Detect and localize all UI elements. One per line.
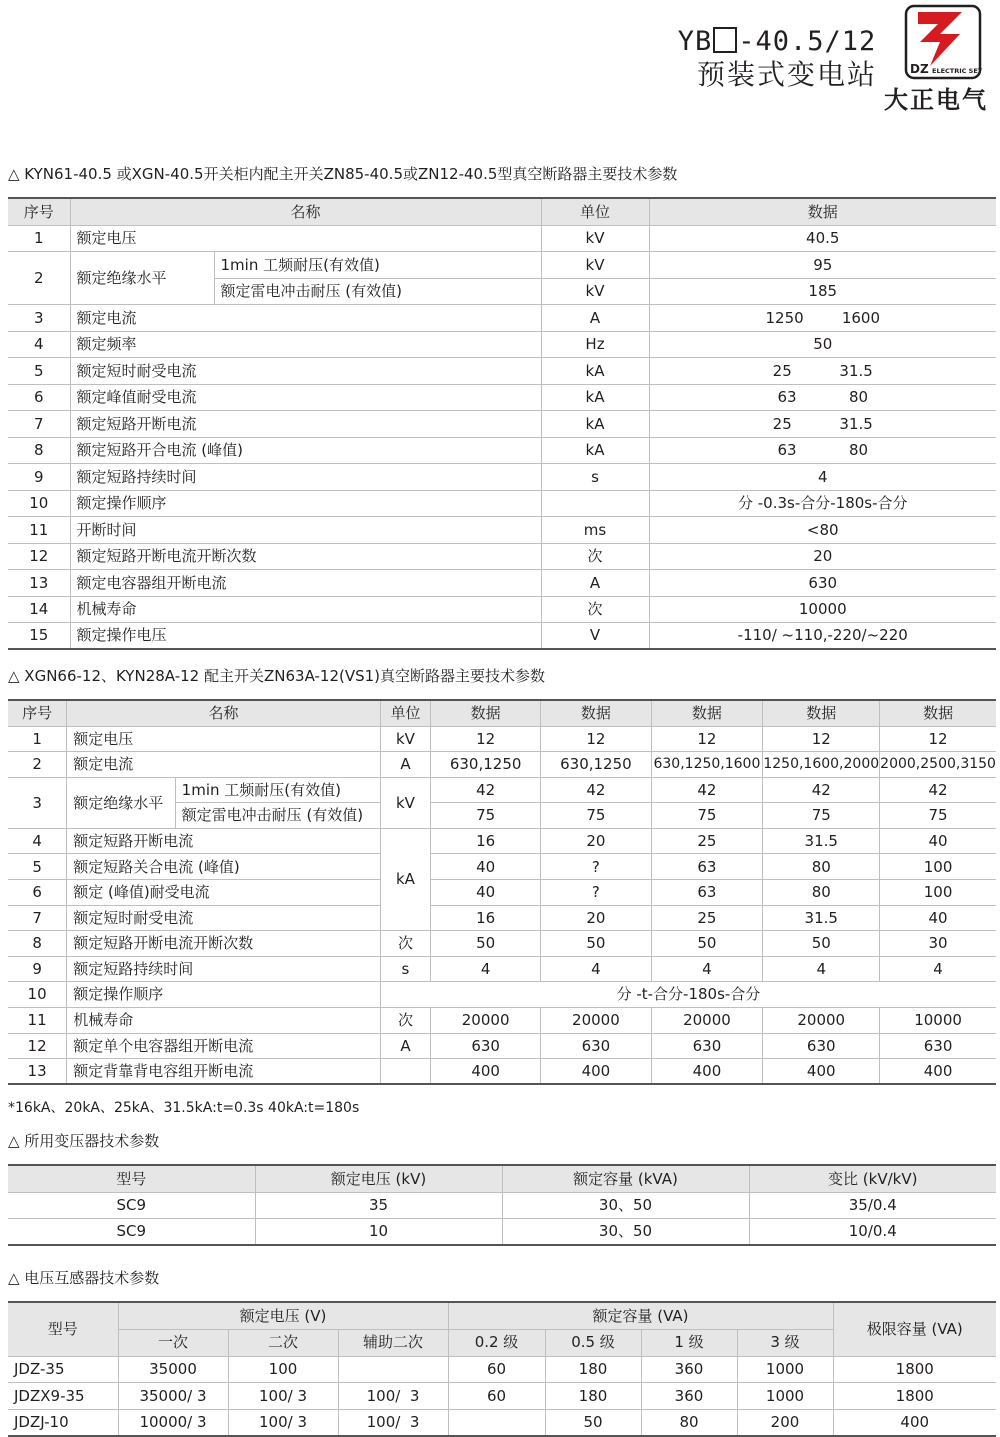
logo-sub: ELECTRIC SET (932, 67, 982, 75)
brand-name: 大正电气 (884, 86, 988, 114)
cell: 额定电流 (67, 752, 381, 778)
table-row (8, 1008, 996, 1034)
header-cell: 型号 (8, 1302, 118, 1356)
cell: 额定短路关合电流 (峰值) (67, 854, 381, 880)
cell: 3 (8, 305, 70, 332)
cell: kV (380, 726, 430, 752)
cell: 63 (651, 854, 763, 880)
table-row (8, 982, 996, 1008)
cell: 40.5 (649, 225, 996, 252)
table1-vacuum-breaker-40-5 (8, 197, 996, 650)
cell: 4 (880, 956, 996, 982)
cell: 15 (8, 623, 70, 650)
cell: kV (541, 252, 649, 279)
cell: 额定电压 (70, 225, 541, 252)
cell: 80 (641, 1409, 737, 1436)
cell: 400 (541, 1059, 651, 1085)
cell: A (380, 752, 430, 778)
cell: 50 (649, 331, 996, 358)
cell: 20 (541, 905, 651, 931)
cell: 400 (651, 1059, 763, 1085)
table2-vacuum-breaker-12 (8, 699, 996, 1085)
cell: 额定短路开断电流开断次数 (70, 543, 541, 570)
table2-title: △ XGN66-12、KYN28A-12 配主开关ZN63A-12(VS1)真空断路器主要技术参数 (8, 667, 546, 685)
header-cell: 型号 (8, 1165, 255, 1192)
table-row (8, 490, 996, 517)
header-cell: 额定容量 (kVA) (502, 1165, 749, 1192)
header-cell: 数据 (541, 700, 651, 726)
cell: 11 (8, 517, 70, 544)
cell: 额定电压 (67, 726, 381, 752)
cell: 50 (541, 931, 651, 957)
header-cell: 辅助二次 (338, 1329, 448, 1356)
cell: A (541, 570, 649, 597)
cell: 63 80 (649, 437, 996, 464)
cell: kV (541, 225, 649, 252)
table3-transformer (8, 1164, 996, 1246)
cell: 80 (763, 880, 880, 906)
cell: 100 (880, 880, 996, 906)
cell: 额定绝缘水平 (67, 777, 175, 828)
cell: 180 (545, 1383, 641, 1410)
cell: 4 (649, 464, 996, 491)
cell: 额定雷电冲击耐压 (有效值) (214, 278, 541, 305)
cell: ms (541, 517, 649, 544)
cell: 5 (8, 854, 67, 880)
table-row (8, 1059, 996, 1085)
cell: 400 (431, 1059, 541, 1085)
table-row (8, 464, 996, 491)
cell: kA (380, 828, 430, 930)
header-cell: 极限容量 (VA) (833, 1302, 996, 1356)
table2-footnote: *16kA、20kA、25kA、31.5kA:t=0.3s 40kA:t=180s (8, 1100, 360, 1116)
cell: 60 (448, 1383, 545, 1410)
cell: 360 (641, 1383, 737, 1410)
cell: Hz (541, 331, 649, 358)
table-row (8, 905, 996, 931)
cell: 10000 (649, 596, 996, 623)
cell: 20000 (651, 1008, 763, 1034)
table-row (8, 305, 996, 332)
header-cell: 数据 (763, 700, 880, 726)
cell: 75 (651, 803, 763, 829)
cell: 次 (380, 931, 430, 957)
cell: 630,1250 (541, 752, 651, 778)
cell: kA (541, 358, 649, 385)
table-row (8, 726, 996, 752)
header-cell: 数据 (880, 700, 996, 726)
cell: 630 (431, 1033, 541, 1059)
cell: 20000 (541, 1008, 651, 1034)
cell: 10 (8, 982, 67, 1008)
cell: 40 (431, 854, 541, 880)
cell: 8 (8, 931, 67, 957)
cell: 31.5 (763, 905, 880, 931)
cell: kA (541, 437, 649, 464)
cell: 75 (431, 803, 541, 829)
header-cell: 额定容量 (VA) (448, 1302, 833, 1329)
cell: 63 (651, 880, 763, 906)
cell: 额定操作顺序 (67, 982, 381, 1008)
cell: 机械寿命 (67, 1008, 381, 1034)
product-name: 预装式变电站 (696, 58, 877, 91)
cell: 50 (545, 1409, 641, 1436)
cell: 额定背靠背电容组开断电流 (67, 1059, 381, 1085)
cell: 6 (8, 880, 67, 906)
table1-title: △ KYN61-40.5 或XGN-40.5开关柜内配主开关ZN85-40.5或ZN12-40.5型真空断路器主要技术参数 (8, 165, 678, 183)
cell: 80 (763, 854, 880, 880)
cell: 7 (8, 411, 70, 438)
cell: 7 (8, 905, 67, 931)
cell: 40 (880, 905, 996, 931)
cell: 1min 工频耐压(有效值) (214, 252, 541, 279)
cell: 13 (8, 570, 70, 597)
header-cell: 单位 (541, 198, 649, 225)
cell: 分 -t-合分-180s-合分 (380, 982, 996, 1008)
cell: 10000/ 3 (118, 1409, 228, 1436)
cell: 额定短时耐受电流 (70, 358, 541, 385)
table-row (8, 411, 996, 438)
header-cell: 单位 (380, 700, 430, 726)
table2-header (8, 700, 996, 726)
header-cell: 序号 (8, 198, 70, 225)
cell: 4 (8, 828, 67, 854)
table-row (8, 1219, 996, 1246)
cell: <80 (649, 517, 996, 544)
cell: 4 (541, 956, 651, 982)
cell: 1 (8, 225, 70, 252)
cell: 额定电流 (70, 305, 541, 332)
cell: V (541, 623, 649, 650)
cell: SC9 (8, 1192, 255, 1219)
cell: 9 (8, 956, 67, 982)
cell: 额定操作电压 (70, 623, 541, 650)
cell: 630,1250,1600 (651, 752, 763, 778)
cell: s (380, 956, 430, 982)
cell: 42 (763, 777, 880, 803)
cell: 额定 (峰值)耐受电流 (67, 880, 381, 906)
header-cell: 一次 (118, 1329, 228, 1356)
cell: 1000 (737, 1356, 833, 1383)
cell (380, 1059, 430, 1085)
cell: 180 (545, 1356, 641, 1383)
cell: 40 (431, 880, 541, 906)
cell: 1min 工频耐压(有效值) (175, 777, 380, 803)
table-row (8, 252, 996, 279)
cell: 1000 (737, 1383, 833, 1410)
cell: 1250,1600,2000 (763, 752, 880, 778)
header-cell: 额定电压 (V) (118, 1302, 448, 1329)
table-row (8, 437, 996, 464)
cell: 11 (8, 1008, 67, 1034)
cell: 1800 (833, 1356, 996, 1383)
cell: 4 (651, 956, 763, 982)
cell: 12 (763, 726, 880, 752)
cell: 20000 (431, 1008, 541, 1034)
cell: 75 (541, 803, 651, 829)
cell: 60 (448, 1356, 545, 1383)
cell: 4 (431, 956, 541, 982)
cell: 额定操作顺序 (70, 490, 541, 517)
cell: kV (380, 777, 430, 828)
table4-title: △ 电压互感器技术参数 (8, 1269, 160, 1287)
header-cell: 0.2 级 (448, 1329, 545, 1356)
header-cell: 0.5 级 (545, 1329, 641, 1356)
cell: 9 (8, 464, 70, 491)
cell (338, 1356, 448, 1383)
cell: 1800 (833, 1383, 996, 1410)
cell: 额定电容器组开断电流 (70, 570, 541, 597)
cell: 12 (541, 726, 651, 752)
cell: 35000/ 3 (118, 1383, 228, 1410)
table3-title: △ 所用变压器技术参数 (8, 1132, 160, 1150)
cell: 开断时间 (70, 517, 541, 544)
cell: 95 (649, 252, 996, 279)
cell: 4 (763, 956, 880, 982)
cell: 400 (763, 1059, 880, 1085)
cell: 13 (8, 1059, 67, 1085)
cell: 额定绝缘水平 (70, 252, 214, 305)
cell: 360 (641, 1356, 737, 1383)
cell: 100/ 3 (228, 1409, 338, 1436)
table-row (8, 1383, 996, 1410)
cell: 2 (8, 752, 67, 778)
header-cell: 二次 (228, 1329, 338, 1356)
cell: 5 (8, 358, 70, 385)
table-row (8, 358, 996, 385)
cell: 20 (649, 543, 996, 570)
model-title: YB -40.5/12 (677, 26, 877, 57)
cell: 42 (541, 777, 651, 803)
cell: 6 (8, 384, 70, 411)
header-cell: 序号 (8, 700, 67, 726)
cell: 额定频率 (70, 331, 541, 358)
cell: 630 (651, 1033, 763, 1059)
cell: 额定短路开断电流 (67, 828, 381, 854)
table-row (8, 570, 996, 597)
cell: 额定单个电容器组开断电流 (67, 1033, 381, 1059)
table-row (8, 777, 996, 803)
cell: 630 (763, 1033, 880, 1059)
cell (541, 490, 649, 517)
table-row (8, 828, 996, 854)
cell: 30、50 (502, 1219, 749, 1246)
header-cell: 数据 (651, 700, 763, 726)
cell: 630,1250 (431, 752, 541, 778)
cell: -110/ ~110,-220/~220 (649, 623, 996, 650)
cell: 12 (8, 1033, 67, 1059)
cell: 25 (651, 905, 763, 931)
cell: 机械寿命 (70, 596, 541, 623)
cell: 14 (8, 596, 70, 623)
cell: 额定短路开断电流 (70, 411, 541, 438)
cell: kA (541, 384, 649, 411)
cell: 50 (763, 931, 880, 957)
cell: 25 31.5 (649, 411, 996, 438)
cell: 75 (763, 803, 880, 829)
cell: 次 (541, 543, 649, 570)
cell: 3 (8, 777, 67, 828)
cell: 1250 1600 (649, 305, 996, 332)
cell: 12 (8, 543, 70, 570)
table4-header (8, 1302, 996, 1329)
blank-box (713, 27, 737, 53)
cell: s (541, 464, 649, 491)
table-row (8, 543, 996, 570)
cell: 2 (8, 252, 70, 305)
cell: 30、50 (502, 1192, 749, 1219)
company-logo (904, 4, 982, 80)
cell: 75 (880, 803, 996, 829)
table-row (8, 596, 996, 623)
cell: 12 (651, 726, 763, 752)
header-cell: 名称 (67, 700, 381, 726)
table-row (8, 880, 996, 906)
cell: 20 (541, 828, 651, 854)
logo-text: DZ (910, 62, 929, 76)
cell: kA (541, 411, 649, 438)
cell: 42 (880, 777, 996, 803)
table3-header (8, 1165, 996, 1192)
cell: ? (541, 880, 651, 906)
header-cell: 额定电压 (kV) (255, 1165, 502, 1192)
cell: 63 80 (649, 384, 996, 411)
cell: 额定雷电冲击耐压 (有效值) (175, 803, 380, 829)
cell: 额定短路持续时间 (70, 464, 541, 491)
cell: 630 (541, 1033, 651, 1059)
cell: 10000 (880, 1008, 996, 1034)
table-row (8, 1033, 996, 1059)
cell: 额定短路开合电流 (峰值) (70, 437, 541, 464)
table-row (8, 384, 996, 411)
cell: 35/0.4 (749, 1192, 996, 1219)
cell: 31.5 (763, 828, 880, 854)
cell: 2000,2500,3150 (880, 752, 996, 778)
cell: 额定短路开断电流开断次数 (67, 931, 381, 957)
cell: JDZJ-10 (8, 1409, 118, 1436)
table-row (8, 956, 996, 982)
cell: 30 (880, 931, 996, 957)
header-cell: 1 级 (641, 1329, 737, 1356)
cell: SC9 (8, 1219, 255, 1246)
cell: 35000 (118, 1356, 228, 1383)
cell: 50 (651, 931, 763, 957)
cell: 400 (880, 1059, 996, 1085)
cell: 100/ 3 (228, 1383, 338, 1410)
cell: 100 (228, 1356, 338, 1383)
table1-header (8, 198, 996, 225)
cell: kV (541, 278, 649, 305)
table-row (8, 931, 996, 957)
header-cell: 3 级 (737, 1329, 833, 1356)
cell: ? (541, 854, 651, 880)
header-cell: 数据 (649, 198, 996, 225)
cell: 12 (431, 726, 541, 752)
cell: A (541, 305, 649, 332)
header-cell: 名称 (70, 198, 541, 225)
cell: 10 (255, 1219, 502, 1246)
cell: 1 (8, 726, 67, 752)
cell (448, 1409, 545, 1436)
table-row (8, 752, 996, 778)
cell: 10/0.4 (749, 1219, 996, 1246)
table-row (8, 1192, 996, 1219)
cell: 12 (880, 726, 996, 752)
cell: A (380, 1033, 430, 1059)
cell: 额定短路持续时间 (67, 956, 381, 982)
cell: 分 -0.3s-合分-180s-合分 (649, 490, 996, 517)
cell: 8 (8, 437, 70, 464)
cell: 35 (255, 1192, 502, 1219)
cell: 16 (431, 828, 541, 854)
table-row (8, 1356, 996, 1383)
cell: 25 (651, 828, 763, 854)
header-cell: 数据 (431, 700, 541, 726)
header-cell: 变比 (kV/kV) (749, 1165, 996, 1192)
table-row (8, 331, 996, 358)
cell: 42 (651, 777, 763, 803)
table-row (8, 517, 996, 544)
cell: 100 (880, 854, 996, 880)
cell: 400 (833, 1409, 996, 1436)
cell: 16 (431, 905, 541, 931)
cell: 20000 (763, 1008, 880, 1034)
cell: 50 (431, 931, 541, 957)
cell: 100/ 3 (338, 1383, 448, 1410)
cell: 185 (649, 278, 996, 305)
cell: 4 (8, 331, 70, 358)
table-row (8, 1409, 996, 1436)
table-row (8, 854, 996, 880)
cell: 200 (737, 1409, 833, 1436)
cell: 25 31.5 (649, 358, 996, 385)
table-row (8, 225, 996, 252)
table-row (8, 623, 996, 650)
cell: 630 (880, 1033, 996, 1059)
cell: 次 (380, 1008, 430, 1034)
cell: 40 (880, 828, 996, 854)
cell: 次 (541, 596, 649, 623)
cell: 10 (8, 490, 70, 517)
cell: 额定短时耐受电流 (67, 905, 381, 931)
cell: 额定峰值耐受电流 (70, 384, 541, 411)
cell: 42 (431, 777, 541, 803)
cell: 100/ 3 (338, 1409, 448, 1436)
cell: JDZX9-35 (8, 1383, 118, 1410)
cell: JDZ-35 (8, 1356, 118, 1383)
cell: 630 (649, 570, 996, 597)
table4-voltage-transformer (8, 1301, 996, 1437)
